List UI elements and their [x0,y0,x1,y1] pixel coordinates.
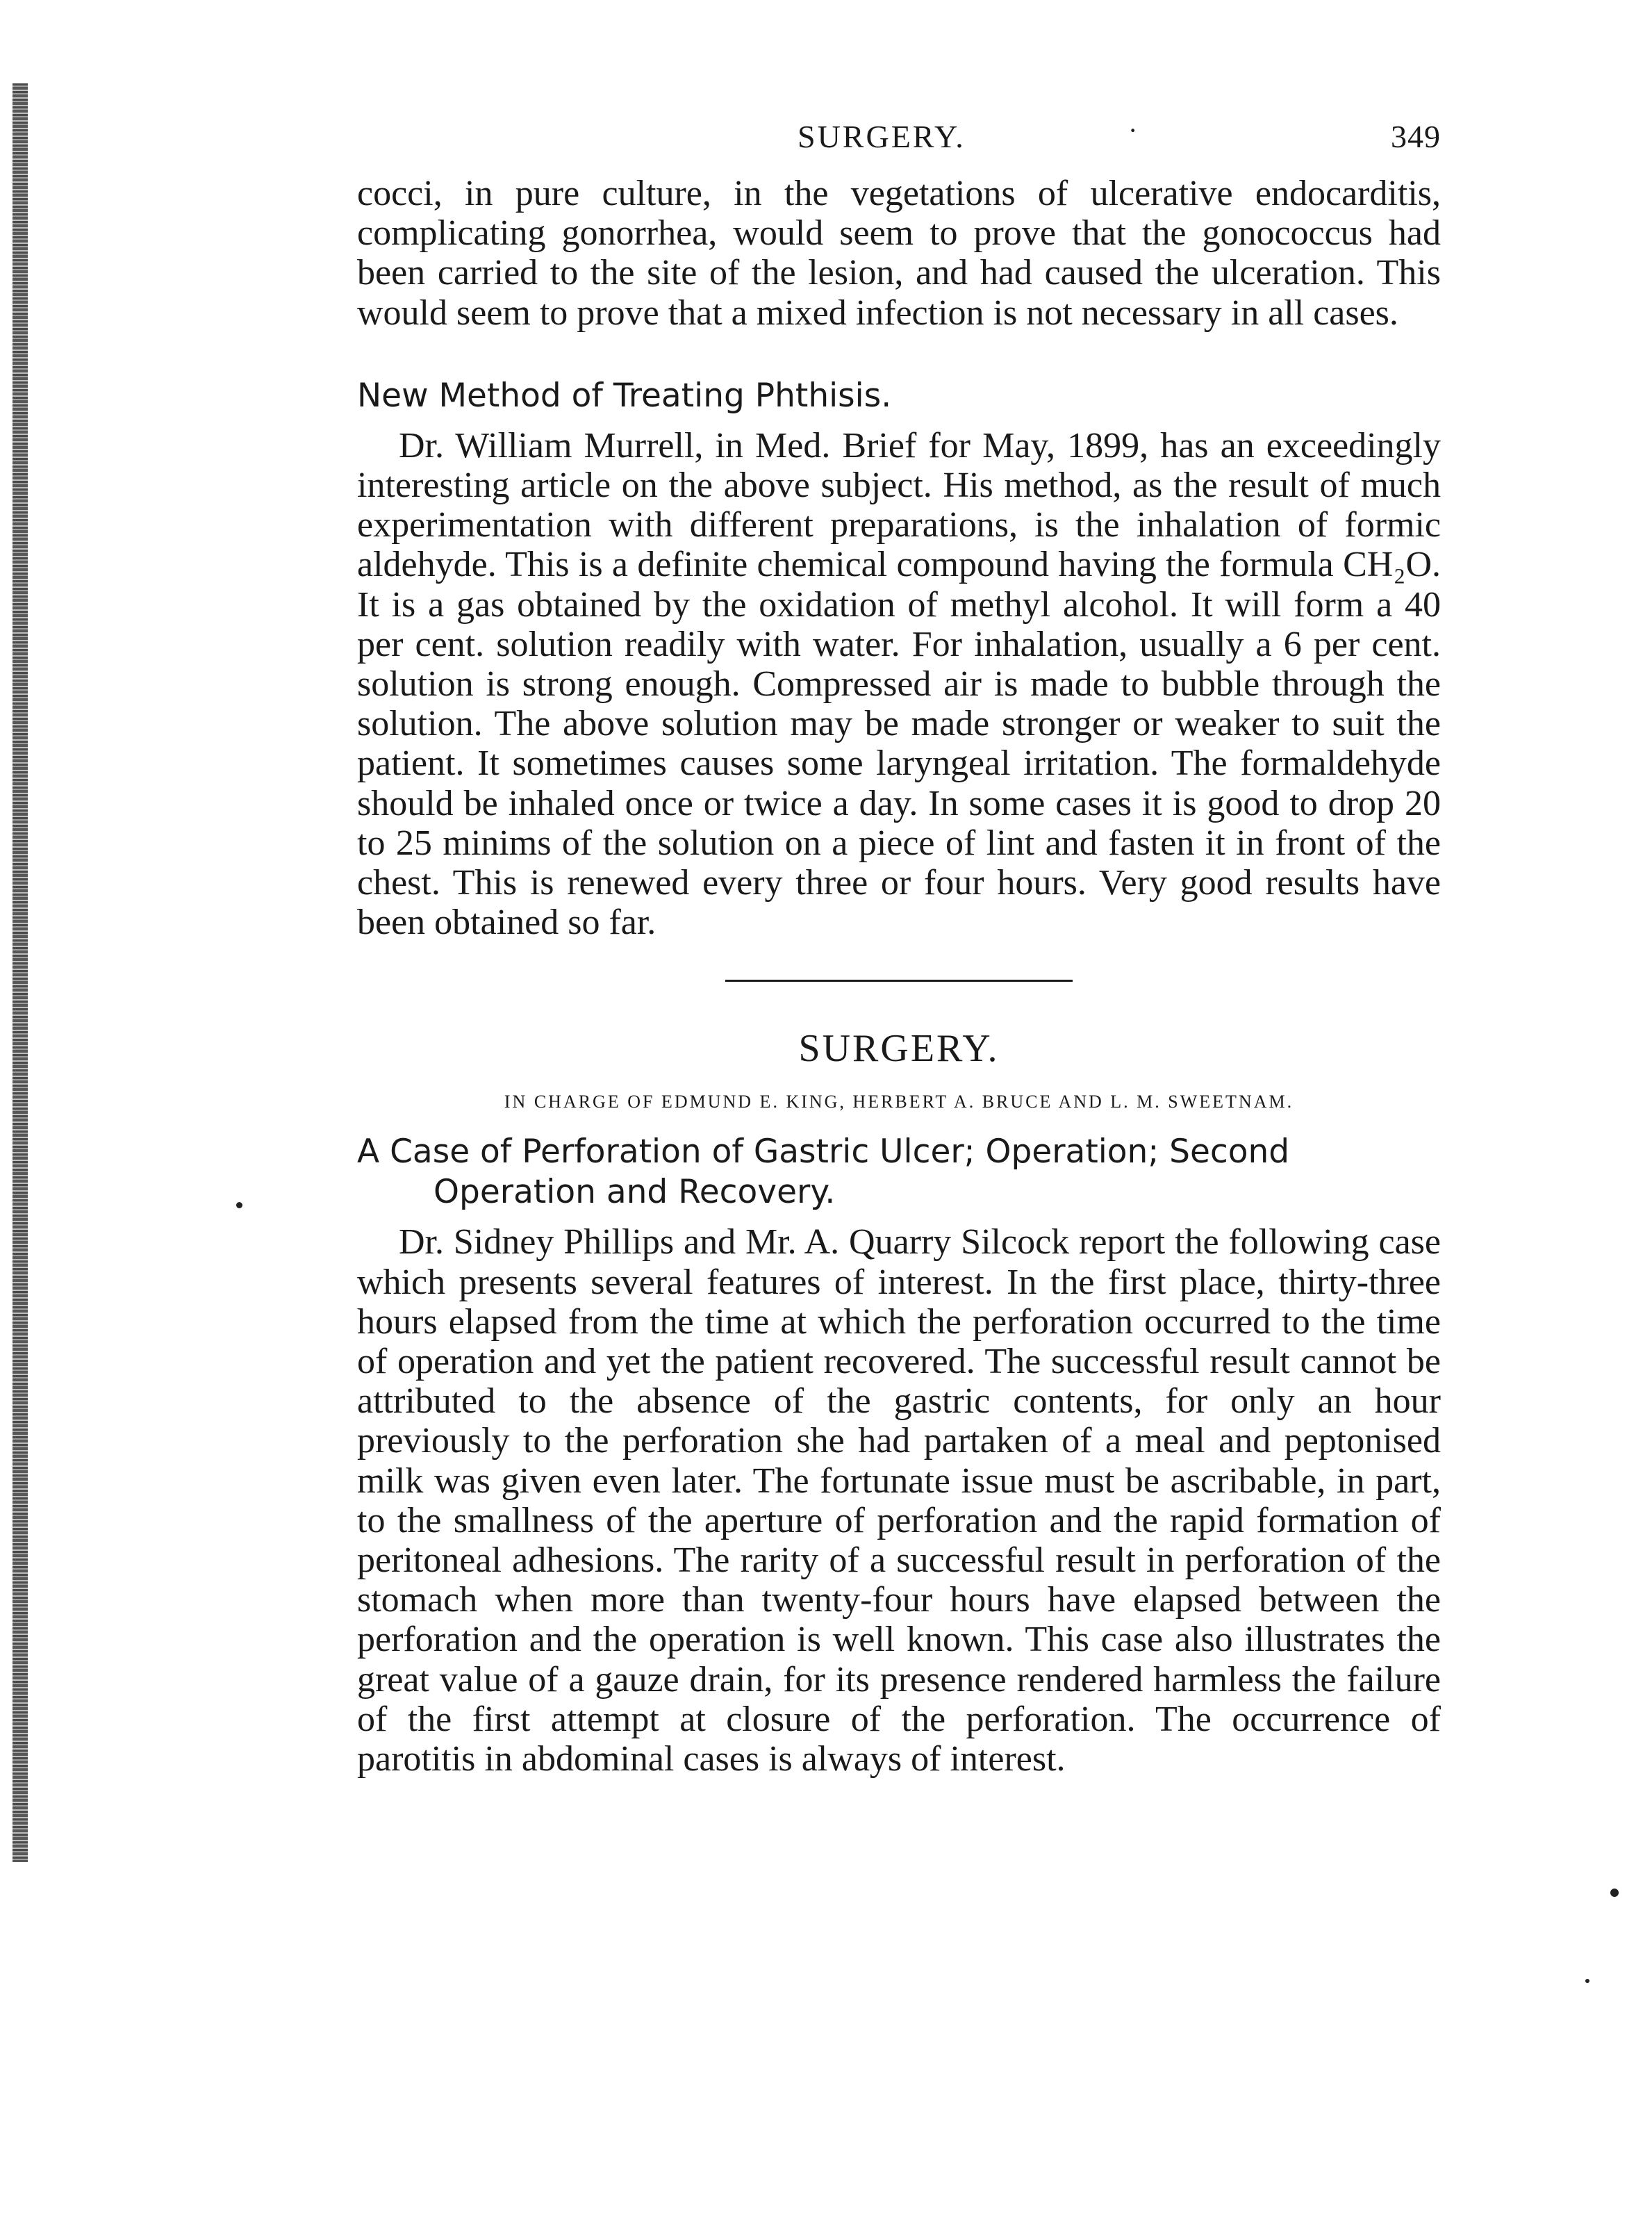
scanned-binding-edge [13,83,28,1862]
phthisis-paragraph: Dr. William Murrell, in Med. Brief for May, 1899, has an exceedingly interesting article on the above subject. His method, as the result of much experimentation with different preparations, is the inhalation of formic aldehyde. This is a definite chemical compound having the formula CH₂O. It is a gas obtained by the oxidation of methyl alcohol. It will form a 40 per cent. solution readily with water. For inhalation, usually a 6 per cent. solution is strong enough. Compressed air is made to bubble through the solution. The above solution may be made stronger or weaker to suit the patient. It sometimes causes some laryngeal irritation. The formaldehyde should be inhaled once or twice a day. In some cases it is good to drop 20 to 25 minims of the solution on a piece of lint and fasten it in front of the chest. This is renewed every three or four hours. Very good results have been obtained so far. [357,425,1441,943]
page-number: 349 [1391,119,1441,154]
gastric-ulcer-heading: A Case of Perforation of Gastric Ulcer; Operation; Second Operation and Recovery. [357,1133,1290,1212]
scan-speck [1610,1889,1619,1897]
running-title: SURGERY. [798,119,966,154]
book-page [357,115,1441,1779]
gastric-ulcer-paragraph: Dr. Sidney Phillips and Mr. A. Quarry Silcock report the following case which presents several features of interest. In the first place, thirty-three hours elapsed from the time at which the perforation occurred to the time of operation and yet the patient recovered. The successful result cannot be attributed to the absence of the gastric contents, for only an hour previously to the perforation she had partaken of a meal and peptonised milk was given even later. The fortunate issue must be ascribable, in part, to the smallness of the aperture of perforation and the rapid formation of peritoneal adhesions. The rarity of a successful result in perforation of the stomach when more than twenty-four hours have elapsed between the perforation and the operation is well known. This case also illustrates the great value of a gauze drain, for its presence rendered harmless the failure of the first attempt at closure of the perforation. The occurrence of parotitis in abdominal cases is always of interest. [357,1222,1441,1779]
intro-paragraph: cocci, in pure culture, in the vegetations of ulcerative endocarditis, complicating gonorrhea, would seem to prove that the gonococcus had been carried to the site of the lesion, and had caused the ulceration. This would seem to prove that a mixed infection is not necessary in all cases. [357,174,1441,333]
section-divider [725,980,1073,982]
surgery-section-title: SURGERY. [798,1027,1000,1071]
header-separator: · [1128,115,1140,146]
phthisis-heading: New Method of Treating Phthisis. [357,376,892,415]
section-byline: IN CHARGE OF EDMUND E. KING, HERBERT A. BRUCE AND L. M. SWEETNAM. [504,1092,1294,1112]
scan-speck [236,1202,242,1208]
running-header [357,115,1441,160]
scan-speck [1585,1979,1589,1983]
